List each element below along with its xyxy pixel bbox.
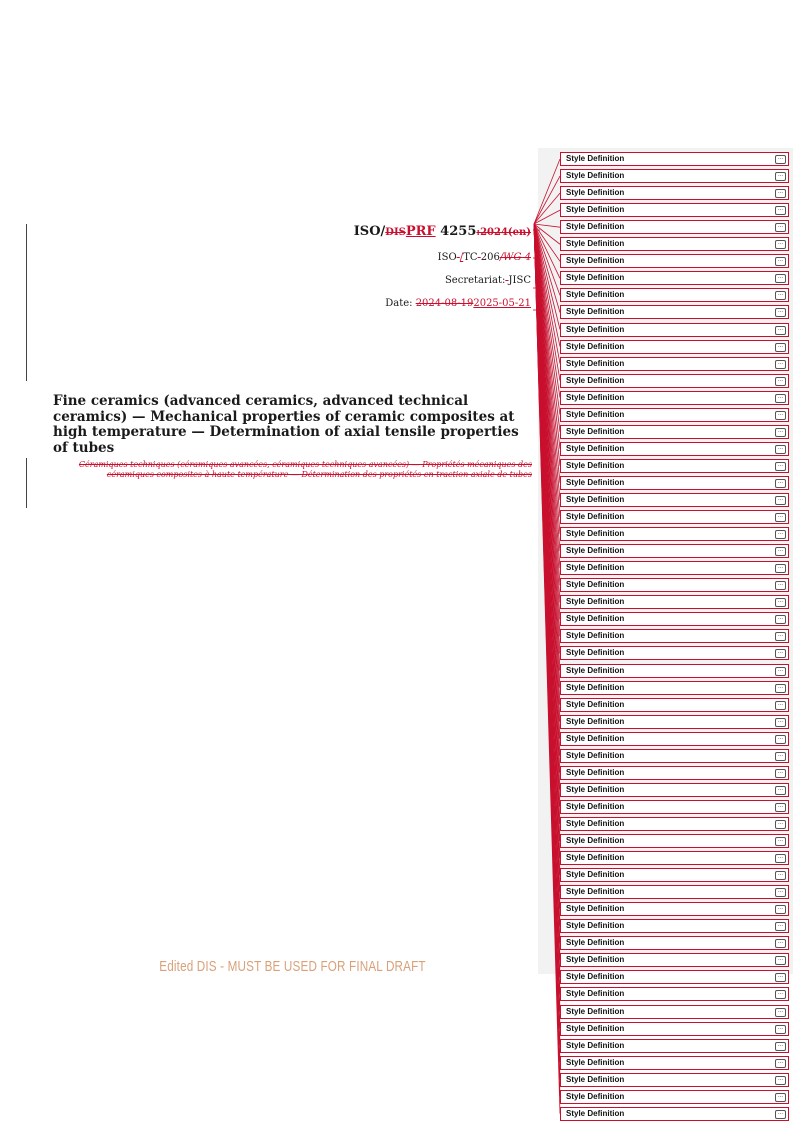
style-definition-balloon[interactable] <box>560 391 789 405</box>
inserted-date: 2025-05-21 <box>473 298 531 309</box>
style-definition-balloon[interactable] <box>560 374 789 388</box>
balloon-label: Style Definition <box>566 955 625 965</box>
balloon-label: Style Definition <box>566 1091 625 1101</box>
expand-balloon-button[interactable]: ... <box>775 1008 786 1017</box>
expand-balloon-button[interactable]: ... <box>775 735 786 744</box>
style-definition-balloon[interactable] <box>560 902 789 916</box>
expand-balloon-button[interactable]: ... <box>775 718 786 727</box>
expand-balloon-button[interactable]: ... <box>775 973 786 982</box>
expand-balloon-button[interactable]: ... <box>775 377 786 386</box>
style-definition-balloon[interactable] <box>560 681 789 695</box>
style-definition-balloon[interactable] <box>560 987 789 1001</box>
balloon-label: Style Definition <box>566 938 625 948</box>
expand-balloon-button[interactable]: ... <box>775 462 786 471</box>
style-definition-balloon[interactable] <box>560 186 789 200</box>
style-definition-balloon[interactable] <box>560 442 789 456</box>
balloon-label: Style Definition <box>566 784 625 794</box>
deleted-suffix: :2024(en) <box>476 227 531 238</box>
balloon-label: Style Definition <box>566 341 625 351</box>
balloon-label: Style Definition <box>566 307 625 317</box>
expand-balloon-button[interactable]: ... <box>775 1042 786 1051</box>
balloon-label: Style Definition <box>566 836 625 845</box>
expand-balloon-button[interactable]: ... <box>775 564 786 573</box>
style-definition-balloon[interactable] <box>560 646 789 660</box>
balloon-label: Style Definition <box>566 460 625 470</box>
balloon-label: Style Definition <box>566 1023 625 1033</box>
style-definition-balloon[interactable] <box>560 544 789 558</box>
style-definition-balloon[interactable] <box>560 1107 789 1121</box>
designation-number: 4255 <box>435 224 477 239</box>
expand-balloon-button[interactable]: ... <box>775 1076 786 1085</box>
document-title-fr-deleted: Céramiques techniques (céramiques avancées, céramiques techniques avancées) — Propriétés mécaniques des céramiques composites à haute température — Détermination des propriétés en traction axiale de tubes <box>78 460 532 479</box>
balloon-label: Style Definition <box>566 443 625 453</box>
style-definition-balloon[interactable] <box>560 1073 789 1087</box>
expand-balloon-button[interactable]: ... <box>775 530 786 539</box>
balloon-label: Style Definition <box>566 495 625 504</box>
balloon-label: Style Definition <box>566 1074 625 1084</box>
balloon-label: Style Definition <box>566 665 625 675</box>
balloon-label: Style Definition <box>566 733 625 743</box>
expand-balloon-button[interactable]: ... <box>775 939 786 948</box>
balloon-label: Style Definition <box>566 324 625 334</box>
style-definition-balloon[interactable] <box>560 715 789 729</box>
expand-balloon-button[interactable]: ... <box>775 1025 786 1034</box>
expand-balloon-button[interactable]: ... <box>775 240 786 249</box>
style-definition-balloon[interactable] <box>560 595 789 609</box>
style-definition-balloon[interactable] <box>560 493 789 507</box>
expand-balloon-button[interactable]: ... <box>775 1059 786 1068</box>
balloon-label: Style Definition <box>566 767 625 777</box>
style-definition-balloon[interactable] <box>560 561 789 575</box>
deleted-date: 2024-08-19 <box>415 298 474 309</box>
style-definition-balloon[interactable] <box>560 288 789 302</box>
style-definition-balloon[interactable] <box>560 305 789 319</box>
expand-balloon-button[interactable]: ... <box>775 667 786 676</box>
expand-balloon-button[interactable]: ... <box>775 684 786 693</box>
style-definition-balloon[interactable] <box>560 970 789 984</box>
expand-balloon-button[interactable]: ... <box>775 905 786 914</box>
expand-balloon-button[interactable]: ... <box>775 343 786 352</box>
balloon-label: Style Definition <box>566 222 625 232</box>
style-definition-balloon[interactable] <box>560 868 789 882</box>
balloon-label: Style Definition <box>566 904 625 914</box>
style-definition-balloon[interactable] <box>560 1005 789 1019</box>
expand-balloon-button[interactable]: ... <box>775 837 786 846</box>
document-title-en: Fine ceramics (advanced ceramics, advanced technical ceramics) — Mechanical properties of ceramic composites at high temperature — Determination of axial tensile properties of tubes <box>53 393 519 456</box>
inserted-stage: PRF <box>405 224 436 239</box>
balloon-label: Style Definition <box>566 171 625 181</box>
style-definition-balloon[interactable] <box>560 953 789 967</box>
style-definition-balloon[interactable] <box>560 834 789 848</box>
expand-balloon-button[interactable]: ... <box>775 155 786 164</box>
expand-balloon-button[interactable]: ... <box>775 1110 786 1119</box>
style-definition-balloon[interactable] <box>560 1090 789 1104</box>
style-definition-balloon[interactable] <box>560 323 789 337</box>
balloon-label: Style Definition <box>566 716 625 726</box>
balloon-label: Style Definition <box>566 375 625 385</box>
expand-balloon-button[interactable]: ... <box>775 803 786 812</box>
balloon-label: Style Definition <box>566 563 625 573</box>
expand-balloon-button[interactable]: ... <box>775 428 786 437</box>
style-definition-balloon[interactable] <box>560 732 789 746</box>
expand-balloon-button[interactable]: ... <box>775 360 786 369</box>
balloon-label: Style Definition <box>566 614 625 624</box>
expand-balloon-button[interactable]: ... <box>775 479 786 488</box>
expand-balloon-button[interactable]: ... <box>775 888 786 897</box>
expand-balloon-button[interactable]: ... <box>775 615 786 624</box>
expand-balloon-button[interactable]: ... <box>775 223 786 232</box>
balloon-label: Style Definition <box>566 1040 625 1050</box>
style-definition-balloon[interactable] <box>560 919 789 933</box>
style-definition-balloon[interactable] <box>560 237 789 251</box>
style-definition-balloon[interactable] <box>560 800 789 814</box>
style-definition-balloon[interactable] <box>560 425 789 439</box>
style-definition-balloon[interactable] <box>560 459 789 473</box>
style-definition-balloon[interactable] <box>560 357 789 371</box>
balloon-label: Style Definition <box>566 597 625 607</box>
expand-balloon-button[interactable]: ... <box>775 189 786 198</box>
expand-balloon-button[interactable]: ... <box>775 632 786 641</box>
style-definition-balloon[interactable] <box>560 629 789 643</box>
deleted-stage: DIS <box>385 227 406 238</box>
expand-balloon-button[interactable]: ... <box>775 291 786 300</box>
balloon-label: Style Definition <box>566 205 625 215</box>
balloon-label: Style Definition <box>566 631 625 641</box>
designation-prefix: ISO/ <box>353 224 386 239</box>
style-definition-balloon[interactable] <box>560 936 789 950</box>
expand-balloon-button[interactable]: ... <box>775 206 786 215</box>
balloon-label: Style Definition <box>566 1057 625 1067</box>
expand-balloon-button[interactable]: ... <box>775 1093 786 1102</box>
expand-balloon-button[interactable]: ... <box>775 598 786 607</box>
leader-line <box>534 193 560 224</box>
expand-balloon-button[interactable]: ... <box>775 922 786 931</box>
balloon-label: Style Definition <box>566 870 625 880</box>
style-definition-balloon[interactable] <box>560 1022 789 1036</box>
style-definition-balloon[interactable] <box>560 152 789 166</box>
style-definition-balloon[interactable] <box>560 203 789 217</box>
balloon-label: Style Definition <box>566 1006 625 1016</box>
expand-balloon-button[interactable]: ... <box>775 394 786 403</box>
balloon-label: Style Definition <box>566 648 625 658</box>
balloon-label: Style Definition <box>566 921 625 931</box>
balloon-label: Style Definition <box>566 426 625 436</box>
balloon-label: Style Definition <box>566 750 625 760</box>
expand-balloon-button[interactable]: ... <box>775 956 786 965</box>
watermark: Edited DIS - MUST BE USED FOR FINAL DRAFT <box>159 958 426 975</box>
balloon-label: Style Definition <box>566 512 625 522</box>
balloon-label: Style Definition <box>566 239 625 249</box>
expand-balloon-button[interactable]: ... <box>775 769 786 778</box>
balloon-label: Style Definition <box>566 154 625 163</box>
style-definition-balloon[interactable] <box>560 1039 789 1053</box>
secretariat: Secretariat: JISC <box>444 275 531 286</box>
balloon-label: Style Definition <box>566 392 625 402</box>
technical-committee: ISO /TC 206/WG 4 <box>437 252 531 263</box>
expand-balloon-button[interactable]: ... <box>775 752 786 761</box>
expand-balloon-button[interactable]: ... <box>775 257 786 266</box>
balloon-label: Style Definition <box>566 273 625 283</box>
style-definition-balloon[interactable] <box>560 783 789 797</box>
balloon-label: Style Definition <box>566 290 625 300</box>
balloon-label: Style Definition <box>566 409 625 419</box>
balloon-label: Style Definition <box>566 256 625 266</box>
balloon-label: Style Definition <box>566 682 625 692</box>
expand-balloon-button[interactable]: ... <box>775 411 786 420</box>
expand-balloon-button[interactable]: ... <box>775 274 786 283</box>
style-definition-balloon[interactable] <box>560 698 789 712</box>
balloon-label: Style Definition <box>566 1108 625 1118</box>
expand-balloon-button[interactable]: ... <box>775 871 786 880</box>
expand-balloon-button[interactable]: ... <box>775 820 786 829</box>
balloon-label: Style Definition <box>566 853 625 863</box>
balloon-label: Style Definition <box>566 188 625 198</box>
expand-balloon-button[interactable]: ... <box>775 496 786 505</box>
expand-balloon-button[interactable]: ... <box>775 513 786 522</box>
expand-balloon-button[interactable]: ... <box>775 990 786 999</box>
expand-balloon-button[interactable]: ... <box>775 581 786 590</box>
balloon-label: Style Definition <box>566 477 625 487</box>
style-definition-balloon[interactable] <box>560 664 789 678</box>
style-definition-balloon[interactable] <box>560 408 789 422</box>
style-definition-balloon[interactable] <box>560 169 789 183</box>
balloon-label: Style Definition <box>566 972 625 982</box>
style-definition-balloon[interactable] <box>560 1056 789 1070</box>
style-definition-balloon[interactable] <box>560 851 789 865</box>
style-definition-balloon[interactable] <box>560 510 789 524</box>
balloon-label: Style Definition <box>566 801 625 811</box>
document-date: Date: 2024-08-192025-05-21 <box>385 298 531 309</box>
expand-balloon-button[interactable]: ... <box>775 172 786 181</box>
expand-balloon-button[interactable]: ... <box>775 649 786 658</box>
balloon-label: Style Definition <box>566 699 625 709</box>
style-definition-balloon[interactable] <box>560 271 789 285</box>
expand-balloon-button[interactable]: ... <box>775 326 786 335</box>
balloon-label: Style Definition <box>566 989 625 999</box>
expand-balloon-button[interactable]: ... <box>775 854 786 863</box>
balloon-label: Style Definition <box>566 580 625 590</box>
style-definition-balloon[interactable] <box>560 612 789 626</box>
style-definition-balloon[interactable] <box>560 885 789 899</box>
expand-balloon-button[interactable]: ... <box>775 701 786 710</box>
style-definition-balloon[interactable] <box>560 220 789 234</box>
style-definition-balloon[interactable] <box>560 817 789 831</box>
leader-line <box>534 159 560 224</box>
expand-balloon-button[interactable]: ... <box>775 547 786 556</box>
style-definition-balloon[interactable] <box>560 527 789 541</box>
expand-balloon-button[interactable]: ... <box>775 786 786 795</box>
balloon-label: Style Definition <box>566 358 625 368</box>
style-definition-balloon[interactable] <box>560 476 789 490</box>
deleted-working-group: /WG 4 <box>499 252 531 263</box>
style-definition-balloon[interactable] <box>560 340 789 354</box>
balloon-label: Style Definition <box>566 887 625 897</box>
expand-balloon-button[interactable]: ... <box>775 445 786 454</box>
style-definition-balloon[interactable] <box>560 578 789 592</box>
balloon-label: Style Definition <box>566 818 625 828</box>
style-definition-balloon[interactable] <box>560 254 789 268</box>
style-definition-balloon[interactable] <box>560 749 789 763</box>
style-definition-balloon[interactable] <box>560 766 789 780</box>
balloon-label: Style Definition <box>566 546 625 556</box>
balloon-label: Style Definition <box>566 529 625 539</box>
expand-balloon-button[interactable]: ... <box>775 308 786 317</box>
